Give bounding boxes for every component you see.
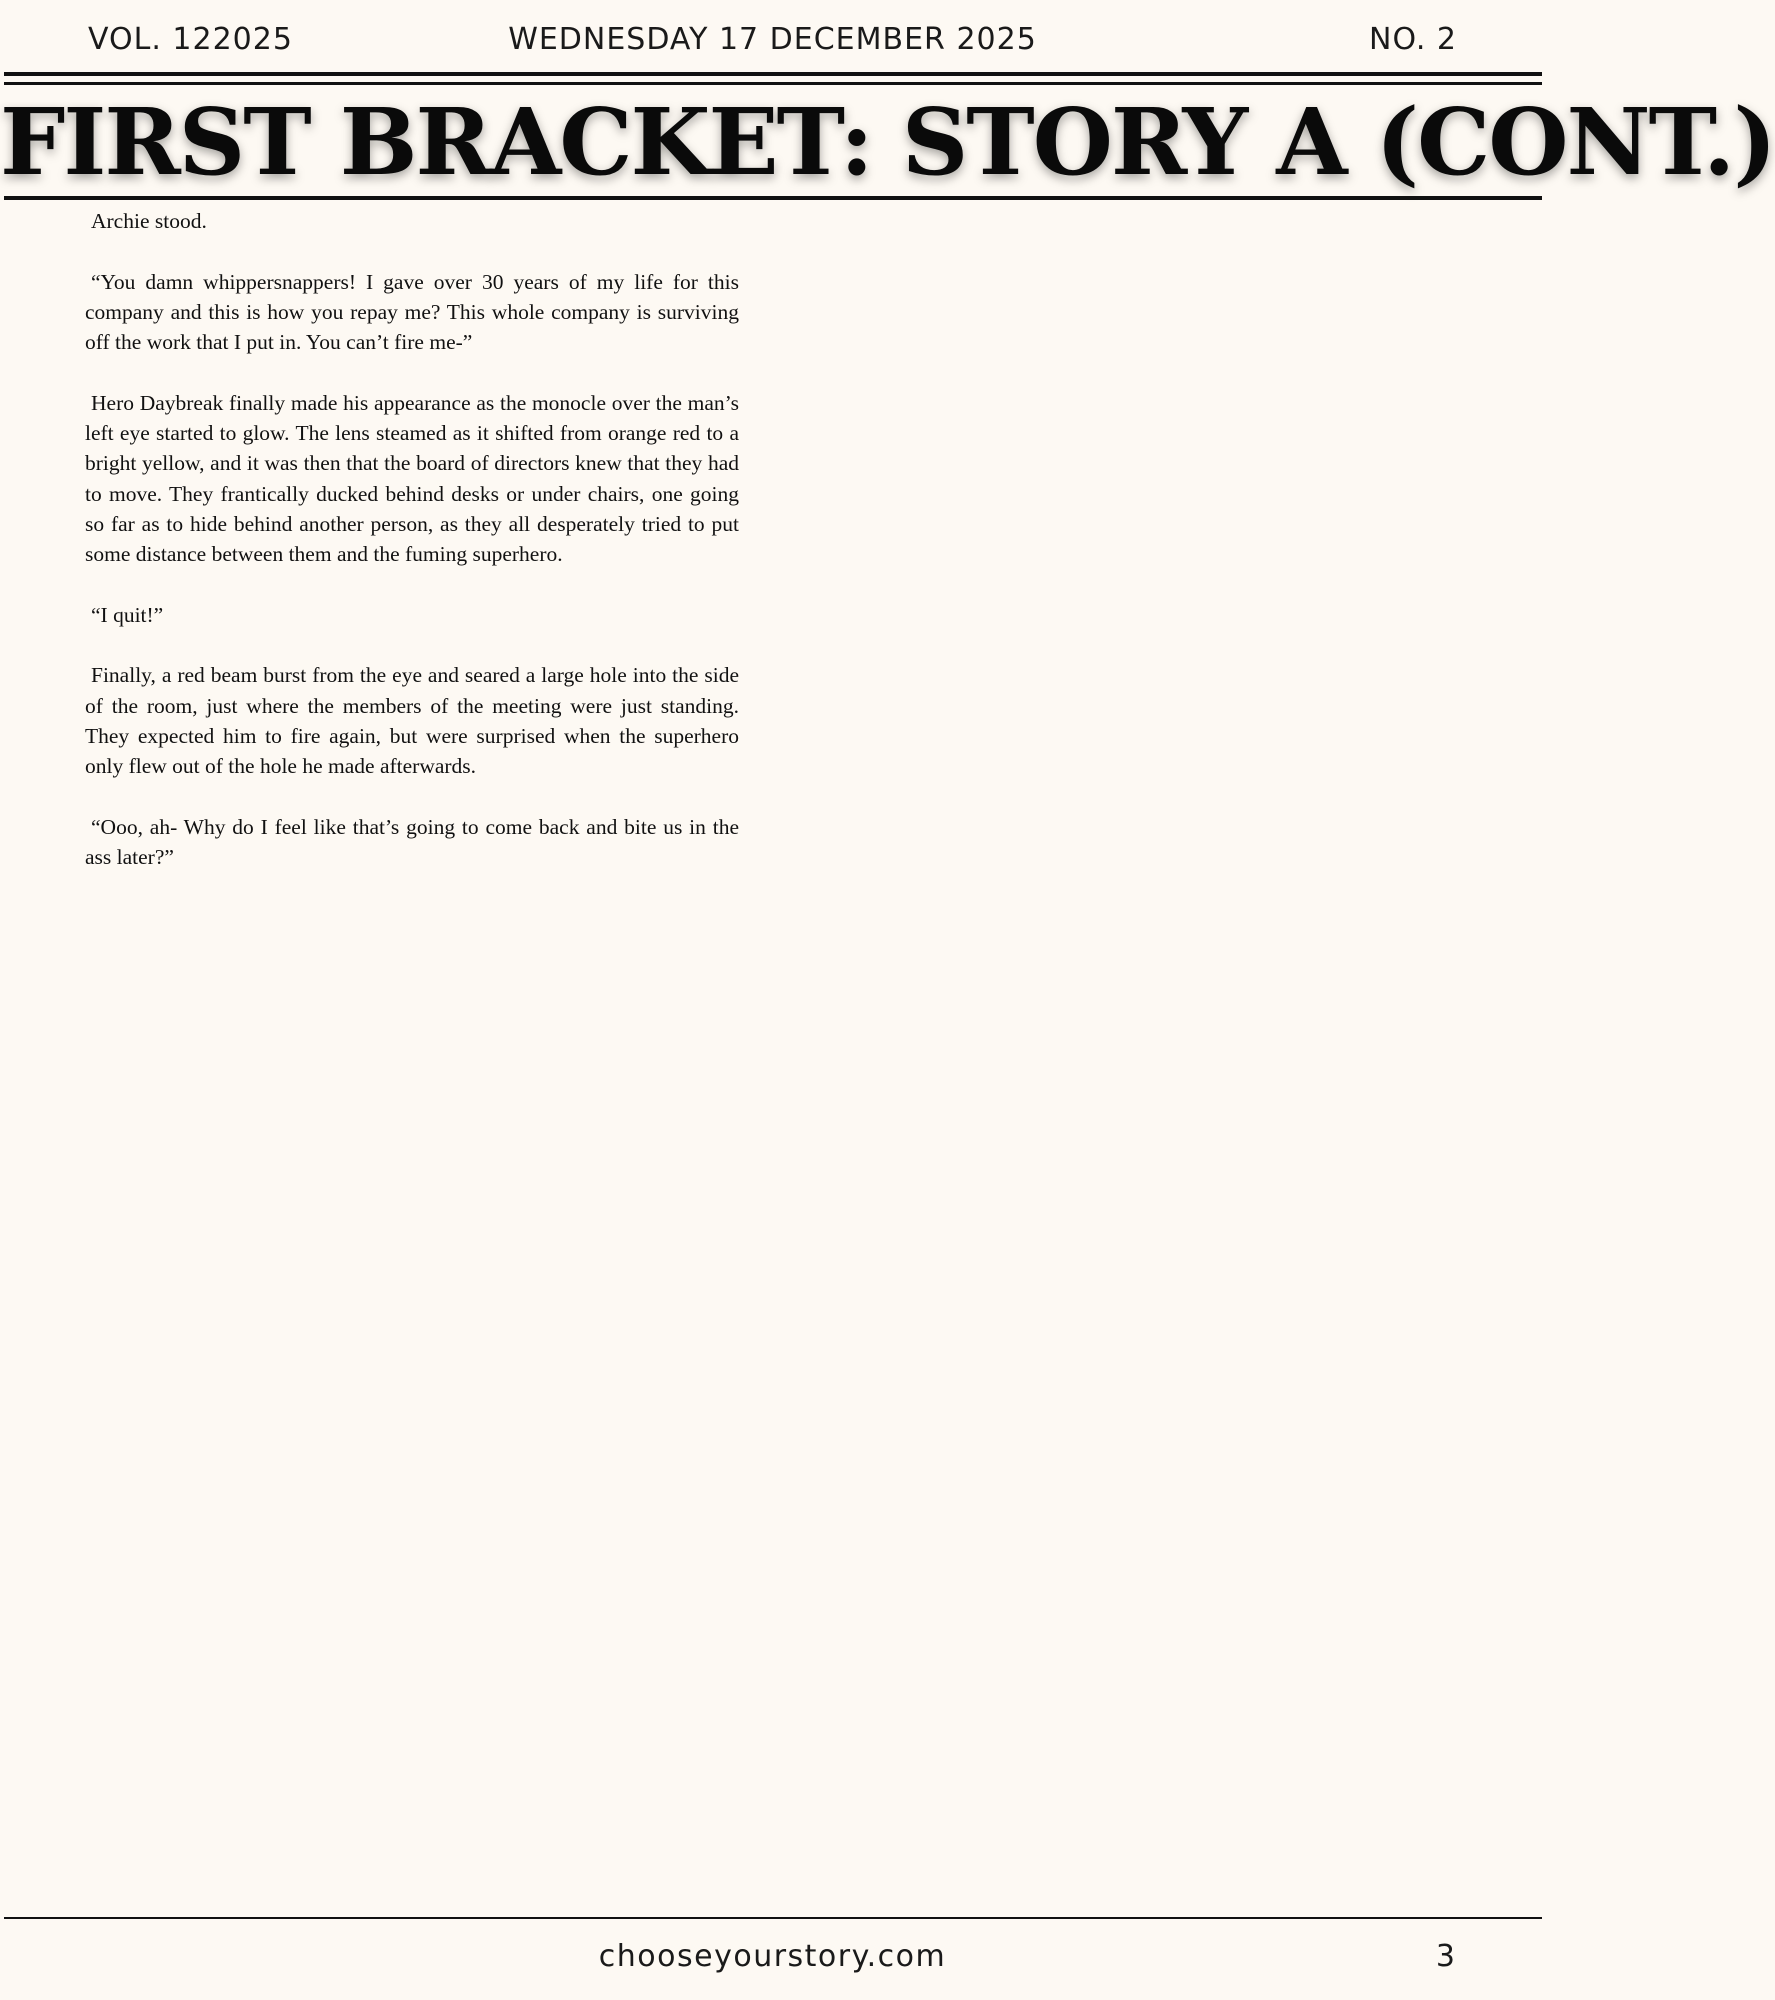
masthead-second-rule — [4, 82, 1542, 85]
page-headline: FIRST BRACKET: STORY A (CONT.) — [0, 88, 1775, 196]
issue-number: NO. 2 — [1369, 22, 1457, 57]
issue-date: WEDNESDAY 17 DECEMBER 2025 — [508, 22, 1037, 57]
article-paragraph: Hero Daybreak finally made his appearance as the monocle over the man’s left eye started to glow. The lens steamed as it shifted from orange red to a bright yellow, and it was then that the board of directors knew that they had to move. They frantically ducked behind desks or under chairs, one going so far as to hide behind another person, as they all desperately tried to put some distance between them and the fuming superhero. — [85, 390, 739, 567]
article-body — [85, 206, 739, 903]
article-paragraph: Archie stood. — [91, 209, 207, 233]
article-paragraph: “I quit!” — [91, 602, 164, 627]
volume-label: VOL. 122025 — [88, 22, 293, 57]
article-paragraph: “You damn whippersnappers! I gave over 30 years of my life for this company and this is how you repay me? This whole company is surviving off the work that I put in. You can’t fire me-” — [85, 269, 739, 355]
footer-rule — [4, 1917, 1542, 1919]
article-paragraph: Finally, a red beam burst from the eye and seared a large hole into the side of the room, just where the members of the meeting were just standing. They expected him to fire again, but were surprised when the superhero only flew out of the hole he made afterwards. — [85, 663, 739, 779]
masthead-info-row — [0, 18, 1545, 64]
headline-bottom-rule — [4, 196, 1542, 200]
article-paragraph: “Ooo, ah- Why do I feel like that’s going to come back and bite us in the ass later?” — [85, 814, 739, 870]
page-number: 3 — [1435, 1939, 1455, 1974]
footer-website: chooseyourstory.com — [598, 1939, 947, 1974]
masthead-top-rule — [4, 72, 1542, 76]
